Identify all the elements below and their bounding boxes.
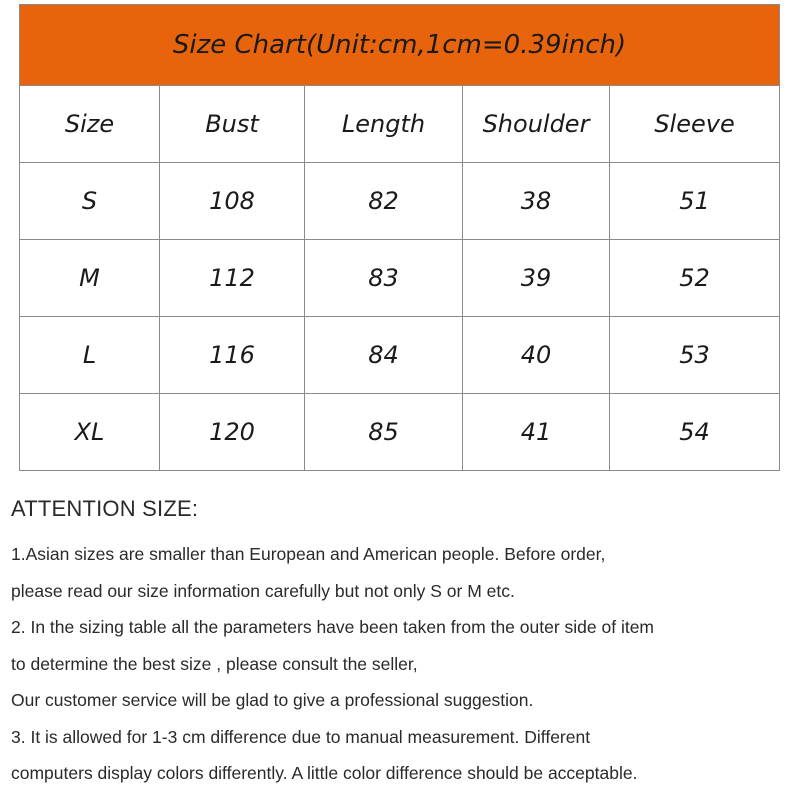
table-row — [20, 394, 780, 471]
size-cell: XL — [20, 394, 160, 471]
column-header-bust: Bust — [160, 86, 305, 163]
column-header-size: Size — [20, 86, 160, 163]
size-cell: M — [20, 240, 160, 317]
sleeve-cell: 54 — [610, 394, 780, 471]
size-cell: L — [20, 317, 160, 394]
bust-cell: 116 — [160, 317, 305, 394]
shoulder-cell: 40 — [463, 317, 610, 394]
size-chart-table — [19, 4, 780, 471]
size-cell: S — [20, 163, 160, 240]
note-line: 3. It is allowed for 1-3 cm difference due to manual measurement. Different — [11, 726, 591, 747]
column-header-shoulder: Shoulder — [463, 86, 610, 163]
attention-heading: ATTENTION SIZE: — [11, 496, 199, 521]
note-line: please read our size information carefully but not only S or M etc. — [11, 580, 515, 601]
sleeve-cell: 53 — [610, 317, 780, 394]
shoulder-cell: 41 — [463, 394, 610, 471]
table-row — [20, 317, 780, 394]
sleeve-cell: 51 — [610, 163, 780, 240]
length-cell: 85 — [305, 394, 463, 471]
bust-cell: 108 — [160, 163, 305, 240]
table-row — [20, 163, 780, 240]
column-header-length: Length — [305, 86, 463, 163]
bust-cell: 120 — [160, 394, 305, 471]
length-cell: 84 — [305, 317, 463, 394]
attention-notes — [11, 496, 791, 792]
table-title-row — [20, 5, 780, 86]
length-cell: 83 — [305, 240, 463, 317]
shoulder-cell: 39 — [463, 240, 610, 317]
table-row — [20, 240, 780, 317]
note-line: to determine the best size , please consult the seller, — [11, 653, 418, 674]
note-line: Our customer service will be glad to give a professional suggestion. — [11, 690, 534, 710]
note-line: 2. In the sizing table all the parameters have been taken from the outer side of item — [11, 617, 655, 637]
sleeve-cell: 52 — [610, 240, 780, 317]
shoulder-cell: 38 — [463, 163, 610, 240]
bust-cell: 112 — [160, 240, 305, 317]
column-header-sleeve: Sleeve — [610, 86, 780, 163]
note-line: computers display colors differently. A little color difference should be acceptable. — [11, 763, 638, 783]
note-line: 1.Asian sizes are smaller than European and American people. Before order, — [11, 544, 606, 564]
length-cell: 82 — [305, 163, 463, 240]
table-header-row — [20, 86, 780, 163]
size-chart-title: Size Chart(Unit:cm,1cm=0.39inch) — [20, 5, 780, 86]
